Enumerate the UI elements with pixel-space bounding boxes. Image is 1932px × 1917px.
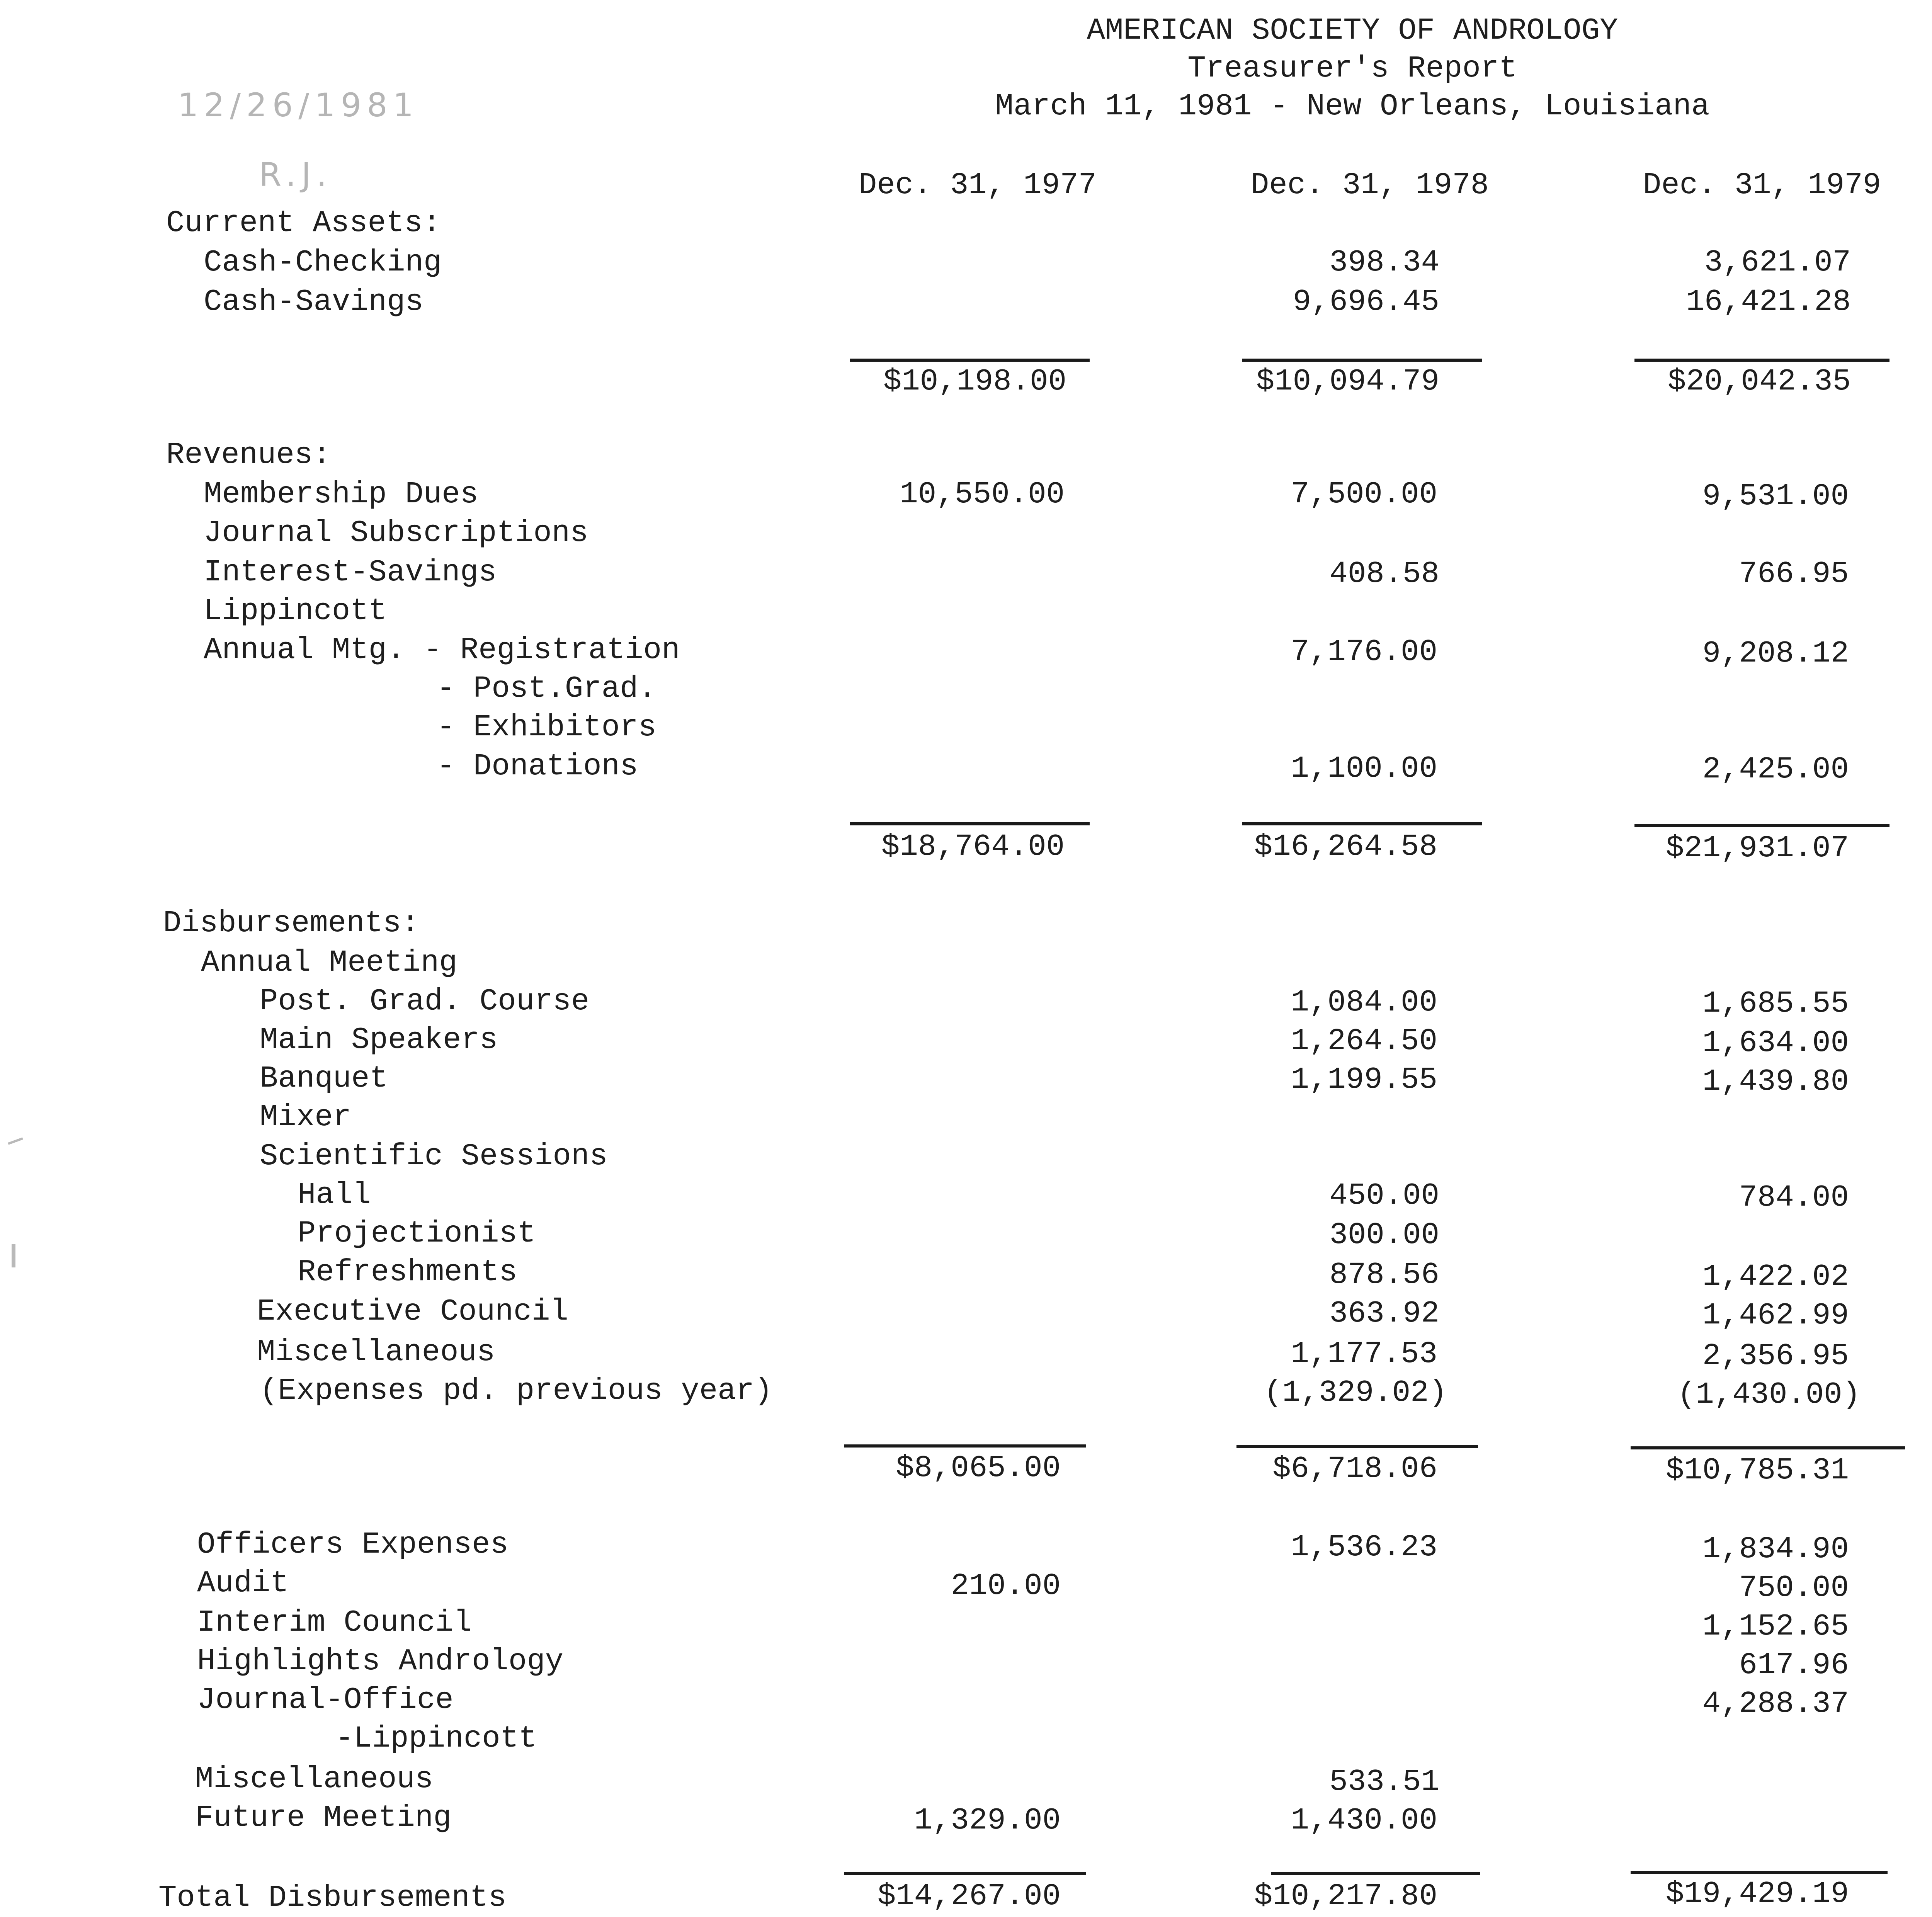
total-rule: [1634, 359, 1889, 362]
total-value: $16,264.58: [1254, 829, 1437, 864]
report-date-place: March 11, 1981 - New Orleans, Louisiana: [995, 89, 1710, 124]
cell-value: 750.00: [1739, 1570, 1849, 1605]
row-label: Officers Expenses: [197, 1527, 509, 1562]
cell-value: 9,696.45: [1293, 284, 1439, 319]
section-heading-revenues: Revenues:: [166, 437, 331, 472]
cell-value: 1,264.50: [1291, 1024, 1437, 1058]
total-rule: [1242, 822, 1482, 825]
row-label: Mixer: [260, 1100, 352, 1135]
total-rule: [1631, 1871, 1888, 1874]
total-value: $14,267.00: [877, 1879, 1061, 1914]
subsection-heading: Annual Meeting: [201, 945, 457, 980]
cell-value: 1,177.53: [1291, 1337, 1437, 1371]
total-value: $10,785.31: [1665, 1453, 1849, 1488]
cell-value: 3,621.07: [1704, 245, 1851, 280]
row-label: Main Speakers: [260, 1022, 498, 1057]
total-rule: [850, 359, 1090, 362]
total-rule: [844, 1444, 1086, 1448]
cell-value: 878.56: [1329, 1257, 1439, 1292]
cell-value: (1,430.00): [1677, 1377, 1861, 1412]
cell-value: 1,430.00: [1291, 1803, 1437, 1838]
column-header: Dec. 31, 1979: [1643, 168, 1881, 202]
row-label: (Expenses pd. previous year): [260, 1373, 773, 1408]
row-label: Projectionist: [298, 1216, 536, 1251]
row-label: Scientific Sessions: [260, 1139, 608, 1174]
cell-value: 398.34: [1329, 245, 1439, 280]
cell-value: 1,084.00: [1291, 985, 1437, 1020]
edge-mark: [8, 1137, 23, 1145]
cell-value: 1,422.02: [1702, 1259, 1849, 1294]
total-value: $10,094.79: [1256, 364, 1439, 399]
total-rule: [1634, 824, 1889, 827]
total-rule: [1631, 1446, 1905, 1449]
total-rule: [1242, 359, 1482, 362]
cell-value: 300.00: [1329, 1218, 1439, 1252]
row-label: Cash-Checking: [204, 245, 442, 280]
row-label: Audit: [197, 1566, 289, 1601]
section-heading-assets: Current Assets:: [166, 206, 441, 240]
cell-value: 1,100.00: [1291, 751, 1437, 786]
cell-value: (1,329.02): [1264, 1375, 1447, 1410]
total-disbursements-label: Total Disbursements: [158, 1880, 507, 1915]
row-label: Interest-Savings: [204, 555, 497, 590]
margin-initials-mark: R.J.: [259, 156, 332, 194]
row-label: Post. Grad. Course: [260, 984, 590, 1019]
row-label: Refreshments: [298, 1255, 517, 1289]
row-label: Executive Council: [257, 1294, 568, 1329]
row-label: Journal-Office: [197, 1682, 454, 1717]
edge-mark: [12, 1244, 15, 1267]
cell-value: 450.00: [1329, 1178, 1439, 1213]
row-label: - Donations: [437, 749, 638, 784]
cell-value: 617.96: [1739, 1648, 1849, 1682]
row-label: Cash-Savings: [204, 284, 423, 319]
cell-value: 2,425.00: [1702, 752, 1849, 787]
cell-value: 16,421.28: [1686, 284, 1851, 319]
cell-value: 1,439.80: [1702, 1064, 1849, 1099]
row-label: - Post.Grad.: [437, 671, 656, 706]
section-heading-disbursements: Disbursements:: [163, 906, 420, 941]
cell-value: 766.95: [1739, 556, 1849, 591]
total-value: $20,042.35: [1667, 364, 1851, 399]
total-rule: [844, 1872, 1086, 1875]
cell-value: 363.92: [1329, 1296, 1439, 1331]
total-value: $10,198.00: [883, 364, 1066, 399]
cell-value: 4,288.37: [1702, 1686, 1849, 1721]
report-title: Treasurer's Report: [1187, 51, 1517, 86]
cell-value: 7,176.00: [1291, 634, 1437, 669]
cell-value: 784.00: [1739, 1180, 1849, 1215]
cell-value: 9,208.12: [1702, 636, 1849, 671]
row-label: Annual Mtg. - Registration: [204, 633, 680, 667]
cell-value: 1,536.23: [1291, 1530, 1437, 1565]
cell-value: 533.51: [1329, 1764, 1439, 1799]
total-rule: [1271, 1872, 1480, 1875]
cell-value: 7,500.00: [1291, 477, 1437, 512]
cell-value: 1,199.55: [1291, 1062, 1437, 1097]
cell-value: 1,329.00: [914, 1803, 1061, 1838]
cell-value: 2,356.95: [1702, 1339, 1849, 1373]
column-header: Dec. 31, 1978: [1250, 168, 1489, 202]
total-rule: [1236, 1445, 1478, 1448]
total-value: $21,931.07: [1665, 831, 1849, 866]
row-label: Journal Subscriptions: [204, 515, 588, 550]
total-value: $10,217.80: [1254, 1879, 1437, 1914]
row-label: Lippincott: [204, 594, 387, 628]
cell-value: 1,462.99: [1702, 1298, 1849, 1333]
column-header: Dec. 31, 1977: [858, 168, 1097, 202]
row-label: Miscellaneous: [195, 1762, 434, 1796]
row-label: - Exhibitors: [437, 710, 656, 745]
total-value: $19,429.19: [1665, 1876, 1849, 1911]
cell-value: 1,834.90: [1702, 1532, 1849, 1567]
cell-value: 10,550.00: [900, 477, 1065, 512]
total-rule: [850, 822, 1090, 825]
row-label: Future Meeting: [195, 1800, 452, 1835]
total-value: $6,718.06: [1272, 1451, 1437, 1486]
cell-value: 9,531.00: [1702, 479, 1849, 514]
row-label: Interim Council: [197, 1605, 472, 1640]
cell-value: 1,152.65: [1702, 1609, 1849, 1644]
row-label: Hall: [298, 1177, 371, 1212]
row-label: Banquet: [260, 1061, 388, 1096]
margin-date-mark: 12/26/1981: [178, 86, 419, 124]
row-label: Highlights Andrology: [197, 1644, 564, 1679]
cell-value: 1,685.55: [1702, 986, 1849, 1021]
org-name: AMERICAN SOCIETY OF ANDROLOGY: [1087, 13, 1618, 48]
row-label: Membership Dues: [204, 477, 479, 512]
total-value: $18,764.00: [881, 829, 1065, 864]
cell-value: 1,634.00: [1702, 1026, 1849, 1060]
total-value: $8,065.00: [896, 1451, 1061, 1485]
row-label: -Lippincott: [335, 1721, 537, 1756]
row-label: Miscellaneous: [257, 1335, 495, 1369]
cell-value: 210.00: [951, 1568, 1061, 1603]
cell-value: 408.58: [1329, 556, 1439, 591]
